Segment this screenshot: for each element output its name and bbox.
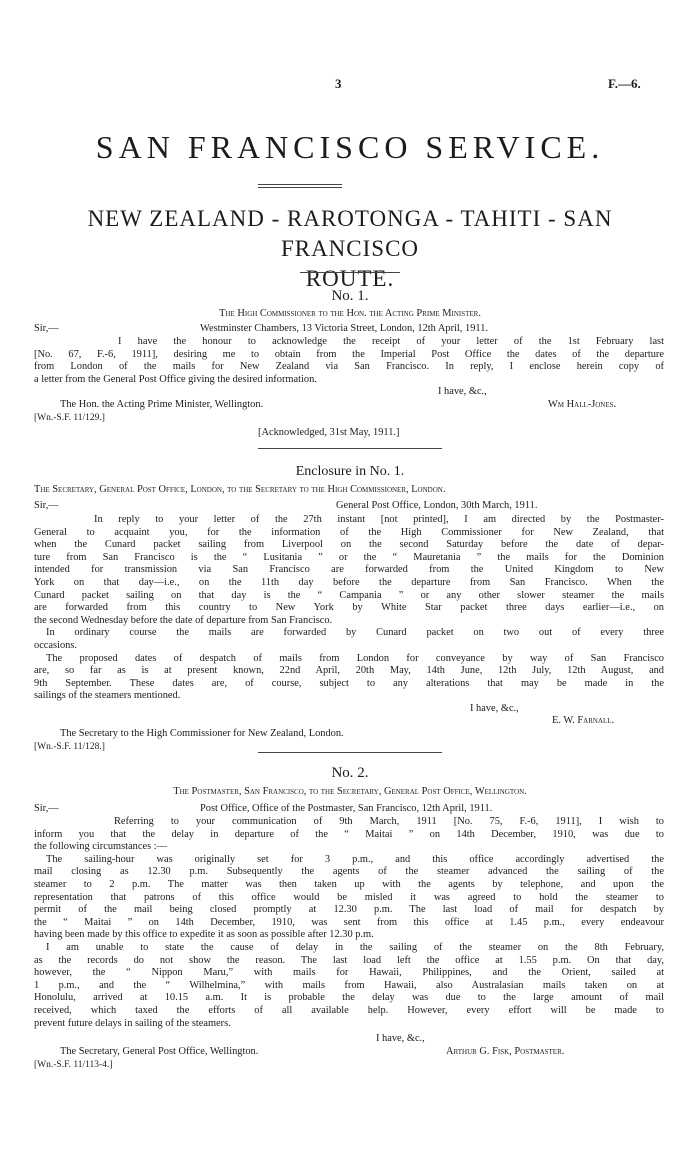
encl1-line: when the Cunard packet sailing from Liverpool on the second Saturday before the date of depar-: [34, 539, 664, 551]
title-divider: [258, 184, 342, 188]
no1-acknowledged: [Acknowledged, 31st May, 1911.]: [258, 427, 400, 438]
encl1-from-to: The Secretary, General Post Office, London, to the Secretary to the High Commissioner, London.: [34, 484, 446, 495]
section-divider: [258, 752, 442, 753]
no2-line: the following circumstances :—: [34, 841, 168, 853]
no1-signature: Wm Hall-Jones.: [548, 399, 617, 410]
no1-salutation: Sir,—: [34, 323, 59, 334]
section-divider: [258, 448, 442, 449]
encl1-signature: E. W. Farnall.: [552, 715, 615, 726]
no1-address: Westminster Chambers, 13 Victoria Street, London, 12th April, 1911.: [200, 323, 488, 334]
encl1-closing: I have, &c.,: [470, 703, 519, 714]
route-heading: [30, 204, 670, 294]
no1-from-to: The High Commissioner to the Hon. the Acting Prime Minister.: [219, 308, 481, 319]
no2-line: steamer to 2 p.m. The matter was then taken up with the agents by telephone, and upon the: [34, 878, 664, 890]
no2-line: representation that patrons of this office would be misled it was agreed to hold the steamer to: [34, 891, 664, 903]
encl1-file-ref: [Wn.-S.F. 11/128.]: [34, 742, 105, 752]
no2-line: The sailing-hour was originally set for 3 p.m., and this office accordingly advertised the: [46, 853, 664, 865]
encl1-line: sailings of the steamers mentioned.: [34, 690, 181, 702]
encl1-address: General Post Office, London, 30th March, 1911.: [336, 500, 538, 511]
encl1-line: In ordinary course the mails are forwarded by Cunard packet on two out of every three: [46, 627, 664, 639]
no1-addressee: The Hon. the Acting Prime Minister, Wellington.: [60, 399, 264, 410]
no1-closing: I have, &c.,: [438, 386, 487, 397]
no1-file-ref: [Wn.-S.F. 11/129.]: [34, 413, 105, 423]
encl1-line: the second Wednesday before the date of departure from San Francisco.: [34, 614, 333, 626]
no1-heading: No. 1.: [331, 288, 369, 304]
no2-file-ref: [Wn.-S.F. 11/113-4.]: [34, 1060, 113, 1070]
no2-line: the “ Maitai ” on 14th December, 1910, was sent from this office at 1.45 p.m., every endeavour: [34, 916, 664, 928]
no2-body: [34, 816, 664, 1030]
encl1-line: The proposed dates of despatch of mails from London for conveyance by way of San Francisco: [46, 652, 664, 664]
page-number: 3: [335, 76, 342, 91]
no2-line: Honolulu, arrived at 10.15 a.m. It is probable the delay was due to the large amount of mail: [34, 992, 664, 1004]
no2-heading: No. 2.: [331, 765, 369, 781]
no2-line: I am unable to state the cause of delay in the sailing of the steamer on the 8th February,: [46, 941, 664, 953]
no2-line: received, which taxed the efforts of all available help. However, every effort will be made to: [34, 1004, 664, 1016]
no2-line: permit of the mail being closed promptly at 12.30 p.m. The last load of mail for despatch by: [34, 904, 664, 916]
no2-line: as the records do not show the reason. The last load left the office at 1.55 p.m. On that day,: [34, 954, 664, 966]
no2-line: mail closing as 12.30 p.m. Subsequently the agents of the steamer advanced the sailing of the: [34, 866, 664, 878]
encl1-line: Cunard packet sailing on that day is the “ Campania ” or any other slower steamer the mails: [34, 589, 664, 601]
no1-body-line: [No. 67, F.-6, 1911], desiring me to obtain from the Imperial Post Office the dates of the departure: [34, 348, 664, 360]
encl1-line: ture from San Francisco is the “ Lusitania ” or the “ Mauretania ” the mails for the Dominion: [34, 551, 664, 563]
encl1-line: In reply to your letter of the 27th instant [not printed], I am directed by the Postmaster-: [94, 514, 664, 525]
encl1-line: intended for transmission via San Francisco are forwarded from the United Kingdom to New: [34, 564, 664, 576]
no1-body-line: from London of the mails for New Zealand via San Francisco. In reply, I enclose herein copy of: [34, 361, 664, 373]
encl1-line: are forwarded from this country to New York by White Star packet three days earlier—i.e., on: [34, 602, 664, 614]
no1-body-line: I have the honour to acknowledge the receipt of your letter of the 1st February last: [118, 336, 664, 347]
no1-body-line: a letter from the General Post Office giving the desired information.: [34, 373, 317, 385]
no2-line: however, the “ Nippon Maru,” with mails for Hawaii, Philippines, and the Orient, sailed at: [34, 967, 664, 979]
no2-signature: Arthur G. Fisk, Postmaster.: [446, 1046, 565, 1057]
encl1-salutation: Sir,—: [34, 500, 59, 511]
encl1-line: occasions.: [34, 639, 77, 651]
no2-line: Referring to your communication of 9th March, 1911 [No. 75, F.-6, 1911], I wish to: [114, 816, 664, 827]
no2-line: prevent future delays in sailing of the steamers.: [34, 1017, 231, 1029]
route-line-2: ROUTE.: [305, 266, 395, 291]
no2-from-to: The Postmaster, San Francisco, to the Secretary, General Post Office, Wellington.: [173, 786, 527, 797]
no1-body: [34, 336, 664, 386]
encl1-line: General to acquaint you, for the information of the High Commissioner for New Zealand, that: [34, 526, 664, 538]
route-line-1: NEW ZEALAND - RAROTONGA - TAHITI - SAN FRANCISCO: [87, 206, 613, 261]
route-divider: [300, 272, 400, 273]
encl1-line: 9th September. These dates are, of course, subject to any alterations that may be made in the: [34, 677, 664, 689]
page-title: SAN FRANCISCO SERVICE.: [95, 129, 605, 165]
encl1-addressee: The Secretary to the High Commissioner for New Zealand, London.: [60, 728, 344, 739]
encl1-heading: Enclosure in No. 1.: [295, 464, 405, 479]
encl1-body: [34, 514, 664, 703]
no2-address: Post Office, Office of the Postmaster, San Francisco, 12th April, 1911.: [200, 803, 493, 814]
no2-salutation: Sir,—: [34, 803, 59, 814]
no2-closing: I have, &c.,: [376, 1033, 425, 1044]
document-reference: F.—6.: [608, 76, 641, 91]
no2-line: inform you that the delay in departure of the “ Maitai ” on 14th December, 1910, was due to: [34, 828, 664, 840]
encl1-line: are, so far as is at present known, 22nd April, 20th May, 14th June, 12th July, 12th August, and: [34, 665, 664, 677]
no2-line: having been made by this office to expedite it as soon as possible after 12.30 p.m.: [34, 929, 374, 941]
no2-addressee: The Secretary, General Post Office, Wellington.: [60, 1046, 259, 1057]
encl1-line: York on that day—i.e., on the 11th day before the departure from San Francisco. When the: [34, 576, 664, 588]
no2-line: 1 p.m., and the “ Wilhelmina,” with mails from Hawaii, also Australasian mails taken on at: [34, 979, 664, 991]
